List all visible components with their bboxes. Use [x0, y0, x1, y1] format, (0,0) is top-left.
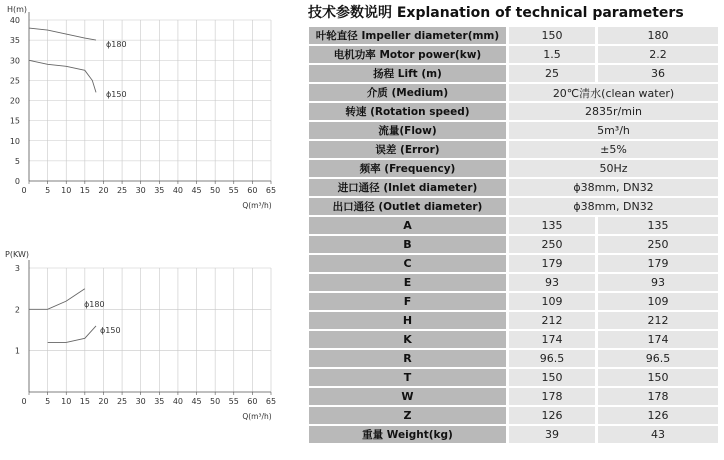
- shared-value-cell: 2835r/min: [509, 103, 718, 122]
- row-label: 频率 (Frequency): [309, 160, 506, 179]
- x-axis-label: Q(m³/h): [242, 412, 272, 421]
- table-row: [309, 198, 718, 217]
- x-tick-label: 0: [21, 397, 27, 406]
- row-label: E: [309, 274, 506, 293]
- table-row: [309, 84, 718, 103]
- x-tick-label: 45: [191, 397, 202, 406]
- table-row: [309, 350, 718, 369]
- series-line-phi150: [29, 60, 96, 92]
- value-cell-150: 179: [509, 255, 595, 274]
- x-tick-label: 5: [45, 186, 51, 195]
- value-cell-180: 179: [598, 255, 718, 274]
- x-tick-label: 65: [265, 397, 277, 406]
- value-cell-150: 39: [509, 426, 595, 445]
- y-tick-label: 5: [14, 156, 20, 166]
- value-cell-180: 178: [598, 388, 718, 407]
- row-label: 误差 (Error): [309, 141, 506, 160]
- x-tick-label: 25: [116, 397, 128, 406]
- y-tick-label: 25: [9, 76, 20, 86]
- y-axis-label: P(KW): [5, 250, 29, 259]
- shared-value-cell: 50Hz: [509, 160, 718, 179]
- value-cell-150: 150: [509, 369, 595, 388]
- table-row: [309, 217, 718, 236]
- row-label: W: [309, 388, 506, 407]
- value-cell-150: 212: [509, 312, 595, 331]
- shared-value-cell: 5m³/h: [509, 122, 718, 141]
- table-row: [309, 407, 718, 426]
- row-label: 介质 (Medium): [309, 84, 506, 103]
- y-tick-label: 20: [9, 96, 20, 106]
- power-curve-chart: [0, 240, 300, 460]
- head-curve-chart: [0, 0, 300, 215]
- row-label: T: [309, 369, 506, 388]
- x-tick-label: 10: [61, 397, 72, 406]
- x-tick-label: 60: [247, 397, 258, 406]
- y-axis-label: H(m): [6, 5, 28, 14]
- value-cell-150: 126: [509, 407, 595, 426]
- row-label: 出口通径 (Outlet diameter): [309, 198, 506, 217]
- value-cell-180: 96.5: [598, 350, 718, 369]
- curve-label-phi150: ϕ150: [106, 90, 127, 99]
- value-cell-150: 135: [509, 217, 595, 236]
- x-tick-label: 35: [154, 397, 165, 406]
- x-tick-label: 45: [191, 186, 202, 195]
- row-label: K: [309, 331, 506, 350]
- table-row: [309, 141, 718, 160]
- value-cell-150: 93: [509, 274, 595, 293]
- x-tick-label: 25: [116, 186, 128, 195]
- y-tick-label: 30: [9, 56, 20, 66]
- table-row: [309, 369, 718, 388]
- table-row: [309, 236, 718, 255]
- value-cell-150: 174: [509, 331, 595, 350]
- shared-value-cell: ϕ38mm, DN32: [509, 179, 718, 198]
- row-label: 流量(Flow): [309, 122, 506, 141]
- x-tick-label: 55: [228, 397, 239, 406]
- x-tick-label: 40: [172, 186, 184, 195]
- shared-value-cell: ±5%: [509, 141, 718, 160]
- value-cell-180: 174: [598, 331, 718, 350]
- power-chart-svg: [0, 240, 300, 460]
- y-tick-label: 3: [14, 264, 20, 273]
- value-cell-150: 250: [509, 236, 595, 255]
- table-row: [309, 122, 718, 141]
- row-label: 叶轮直径 Impeller diameter(mm): [309, 27, 506, 46]
- value-cell-180: 212: [598, 312, 718, 331]
- curve-label-phi180: ϕ180: [106, 40, 127, 49]
- table-row: [309, 255, 718, 274]
- value-cell-180: 135: [598, 217, 718, 236]
- value-cell-150: 96.5: [509, 350, 595, 369]
- value-cell-180: 150: [598, 369, 718, 388]
- x-tick-label: 55: [228, 186, 239, 195]
- y-tick-label: 35: [9, 36, 20, 46]
- value-cell-180: 180: [598, 27, 718, 46]
- row-label: C: [309, 255, 506, 274]
- table-row: [309, 312, 718, 331]
- value-cell-150: 178: [509, 388, 595, 407]
- y-tick-label: 0: [14, 177, 20, 186]
- row-label: Z: [309, 407, 506, 426]
- x-tick-label: 50: [210, 397, 221, 406]
- x-tick-label: 35: [154, 186, 165, 195]
- table-title: 技术参数说明 Explanation of technical parameters: [308, 5, 684, 21]
- series-line-phi180: [29, 289, 85, 310]
- row-label: A: [309, 217, 506, 236]
- row-label: 进口通径 (Inlet diameter): [309, 179, 506, 198]
- technical-parameters-table: [309, 27, 718, 445]
- table-row: [309, 426, 718, 445]
- row-label: H: [309, 312, 506, 331]
- table-row: [309, 293, 718, 312]
- value-cell-150: 1.5: [509, 46, 595, 65]
- x-axis-label: Q(m³/h): [242, 201, 272, 210]
- shared-value-cell: 20℃清水(clean water): [509, 84, 718, 103]
- value-cell-150: 150: [509, 27, 595, 46]
- series-line-phi150: [48, 326, 96, 343]
- x-tick-label: 30: [135, 397, 146, 406]
- table-row: [309, 179, 718, 198]
- series-line-phi180: [29, 28, 96, 40]
- x-tick-label: 50: [210, 186, 221, 195]
- table-row: [309, 388, 718, 407]
- y-tick-label: 15: [9, 116, 20, 126]
- row-label: 转速 (Rotation speed): [309, 103, 506, 122]
- y-tick-label: 40: [9, 16, 20, 25]
- value-cell-180: 126: [598, 407, 718, 426]
- value-cell-150: 109: [509, 293, 595, 312]
- curve-label-phi180: ϕ180: [84, 300, 105, 309]
- shared-value-cell: ϕ38mm, DN32: [509, 198, 718, 217]
- x-tick-label: 30: [135, 186, 146, 195]
- x-tick-label: 0: [21, 186, 27, 195]
- value-cell-180: 250: [598, 236, 718, 255]
- curve-label-phi150: ϕ150: [100, 326, 121, 335]
- head-chart-svg: [0, 0, 300, 215]
- x-tick-label: 20: [98, 186, 109, 195]
- table-row: [309, 65, 718, 84]
- table-row: [309, 331, 718, 350]
- row-label: B: [309, 236, 506, 255]
- x-tick-label: 10: [61, 186, 72, 195]
- x-tick-label: 40: [172, 397, 184, 406]
- y-tick-label: 2: [14, 305, 20, 315]
- x-tick-label: 5: [45, 397, 51, 406]
- y-tick-label: 1: [14, 346, 20, 356]
- x-tick-label: 15: [79, 186, 90, 195]
- row-label: 扬程 Lift (m): [309, 65, 506, 84]
- table-row: [309, 46, 718, 65]
- x-tick-label: 65: [265, 186, 277, 195]
- value-cell-180: 93: [598, 274, 718, 293]
- row-label: R: [309, 350, 506, 369]
- value-cell-180: 109: [598, 293, 718, 312]
- table-row: [309, 160, 718, 179]
- table-row: [309, 103, 718, 122]
- x-tick-label: 60: [247, 186, 258, 195]
- value-cell-180: 2.2: [598, 46, 718, 65]
- value-cell-180: 43: [598, 426, 718, 445]
- row-label: F: [309, 293, 506, 312]
- row-label: 重量 Weight(kg): [309, 426, 506, 445]
- x-tick-label: 20: [98, 397, 109, 406]
- row-label: 电机功率 Motor power(kw): [309, 46, 506, 65]
- value-cell-180: 36: [598, 65, 718, 84]
- x-tick-label: 15: [79, 397, 90, 406]
- table-row: [309, 274, 718, 293]
- table-row: [309, 27, 718, 46]
- y-tick-label: 10: [9, 136, 20, 146]
- value-cell-150: 25: [509, 65, 595, 84]
